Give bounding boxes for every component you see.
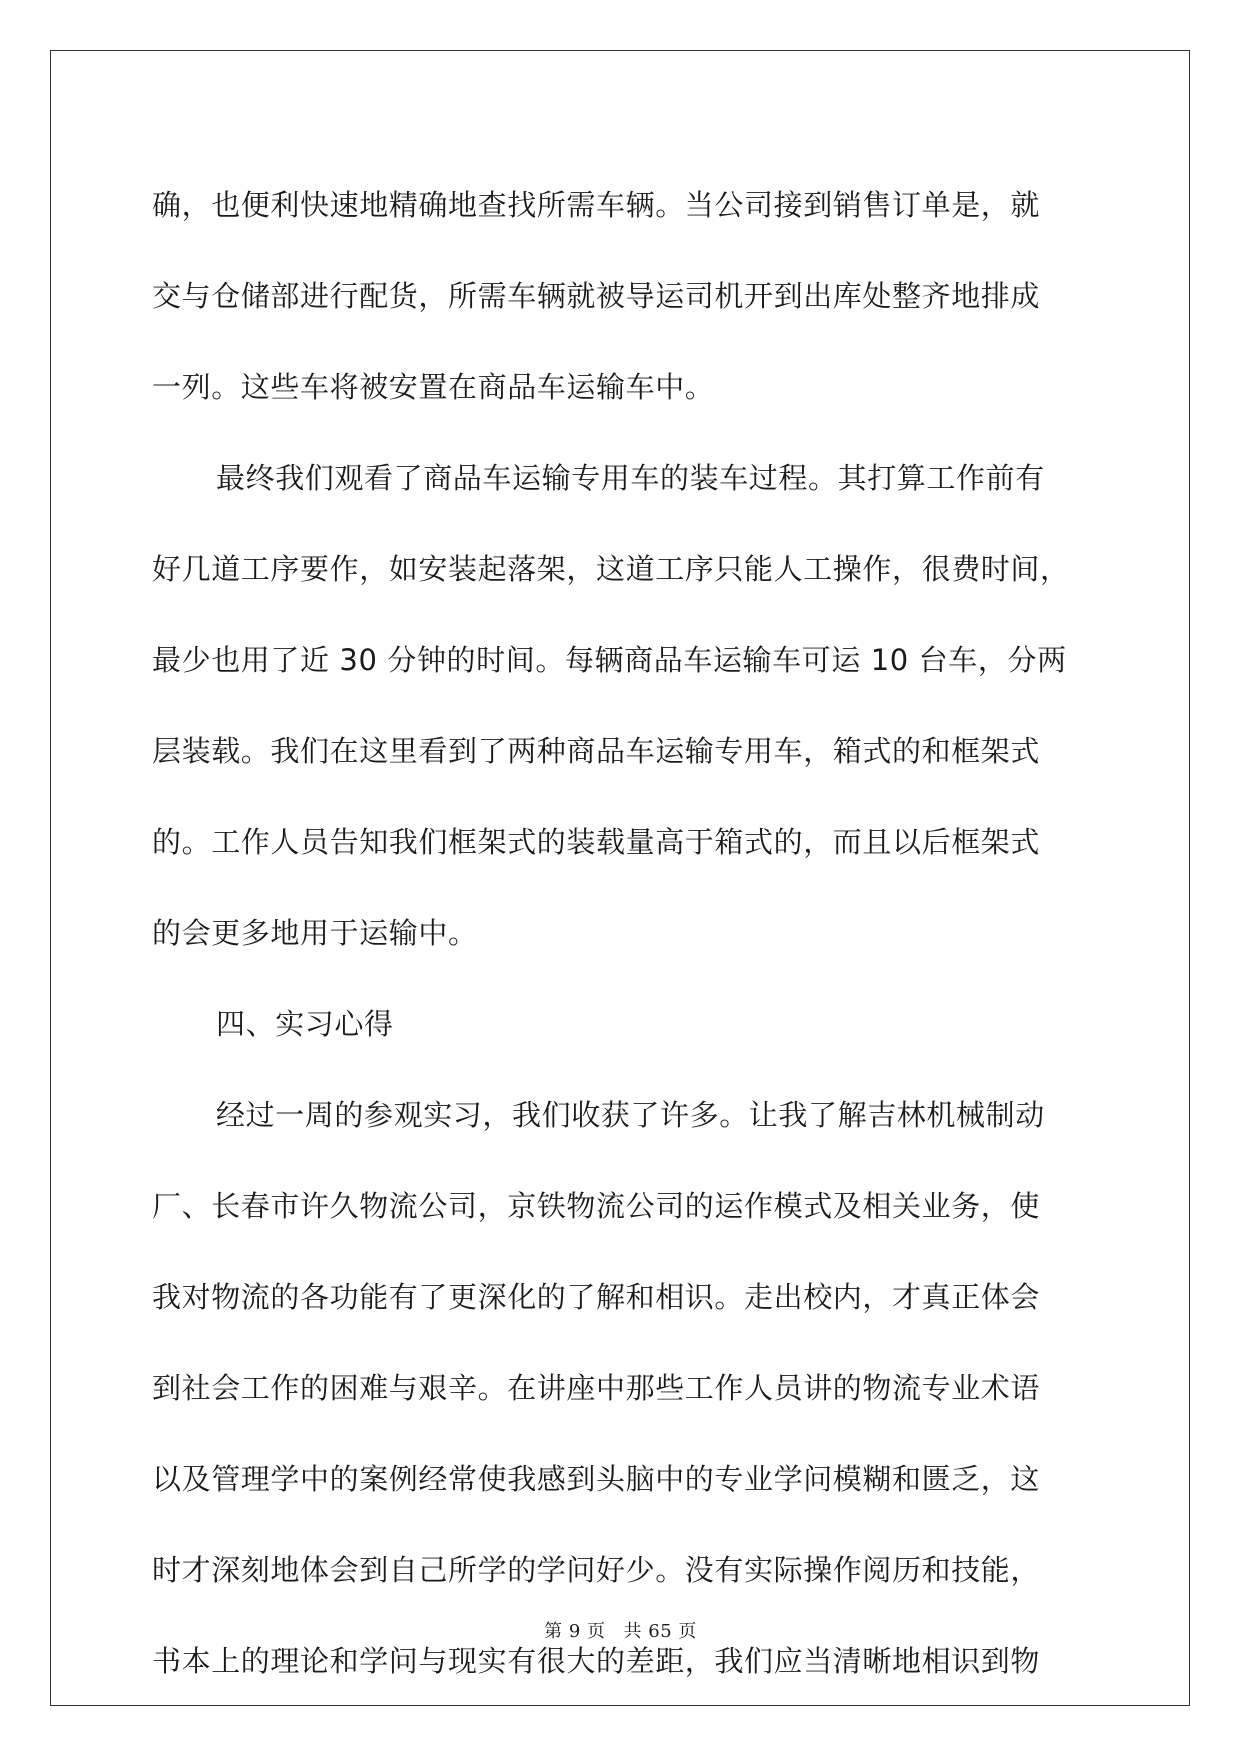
text-line: 的会更多地用于运输中。 [152,916,478,950]
text-line: 以及管理学中的案例经常使我感到头脑中的专业学问模糊和匮乏，这 [152,1462,1041,1496]
page-footer [0,1617,1241,1643]
section-heading: 四、实习心得 [216,1007,394,1041]
text-line: 最少也用了近 30 分钟的时间。每辆商品车运输车可运 10 台车，分两 [152,643,1067,677]
paragraph-start-line: 最终我们观看了商品车运输专用车的装车过程。其打算工作前有 [216,461,1045,495]
text-line: 到社会工作的困难与艰辛。在讲座中那些工作人员讲的物流专业术语 [152,1371,1041,1405]
text-line: 层装载。我们在这里看到了两种商品车运输专用车，箱式的和框架式 [152,734,1041,768]
text-line: 我对物流的各功能有了更深化的了解和相识。走出校内，才真正体会 [152,1280,1041,1314]
text-line: 时才深刻地体会到自己所学的学问好少。没有实际操作阅历和技能， [152,1553,1041,1587]
page-total: 共 65 页 [623,1621,697,1642]
text-line: 书本上的理论和学问与现实有很大的差距，我们应当清晰地相识到物 [152,1644,1041,1678]
text-line: 好几道工序要作，如安装起落架，这道工序只能人工操作，很费时间， [152,552,1070,586]
text-line: 厂、长春市许久物流公司，京铁物流公司的运作模式及相关业务，使 [152,1189,1041,1223]
paragraph-start-line: 经过一周的参观实习，我们收获了许多。让我了解吉林机械制动 [216,1098,1045,1132]
text-line: 的。工作人员告知我们框架式的装载量高于箱式的，而且以后框架式 [152,825,1041,859]
document-body [152,160,1092,1707]
page-number: 第 9 页 [544,1621,606,1642]
text-line: 确，也便利快速地精确地查找所需车辆。当公司接到销售订单是，就 [152,188,1041,222]
text-line: 一列。这些车将被安置在商品车运输车中。 [152,370,715,404]
text-line: 交与仓储部进行配货，所需车辆就被导运司机开到出库处整齐地排成 [152,279,1041,313]
